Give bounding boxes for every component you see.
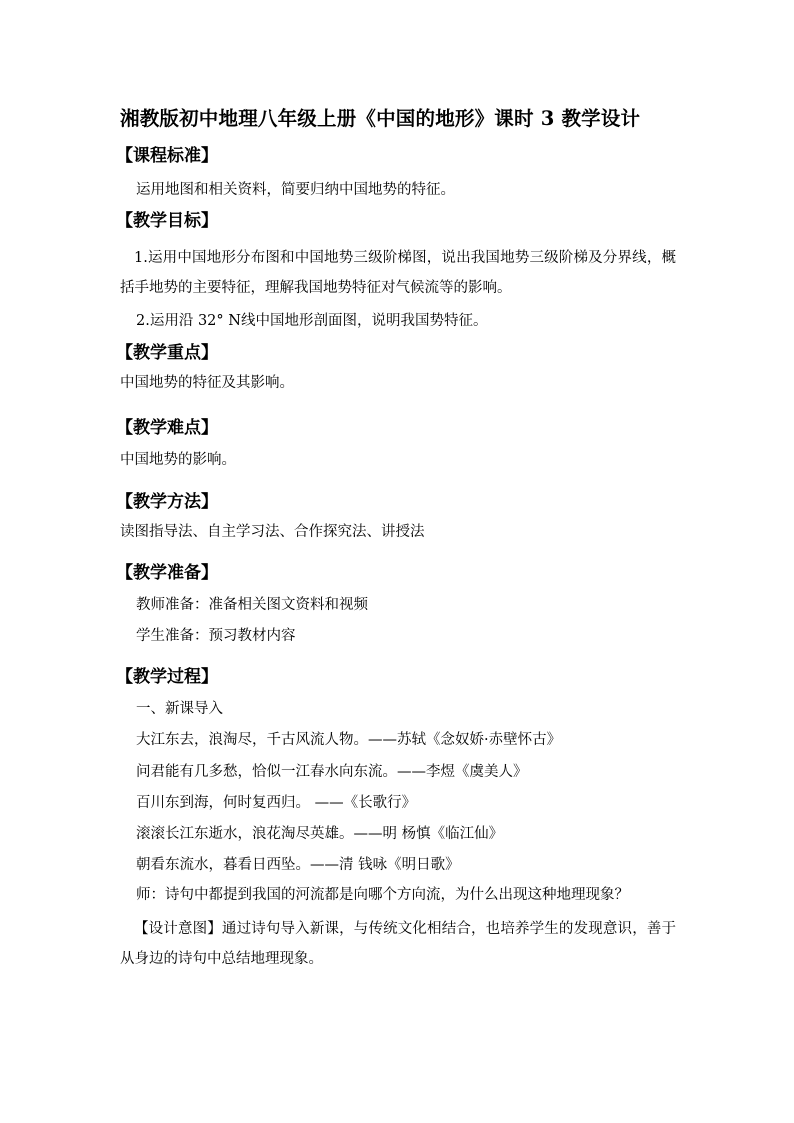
student-preparation: 学生准备：预习教材内容 [136, 628, 296, 644]
poem-line-3: 百川东到海，何时复西归。 ——《长歌行》 [136, 795, 417, 811]
heading-preparation: 【教学准备】 [116, 563, 218, 583]
course-standard-text: 运用地图和相关资料，简要归纳中国地势的特征。 [136, 182, 455, 198]
heading-course-standard: 【课程标准】 [116, 146, 218, 166]
document-title: 湘教版初中地理八年级上册《中国的地形》课时 3 教学设计 [120, 107, 641, 130]
poem-line-4: 滚滚长江东逝水，浪花淘尽英雄。——明 杨慎《临江仙》 [136, 826, 504, 842]
poem-line-5: 朝看东流水，暮看日西坠。——清 钱咏《明日歌》 [136, 857, 460, 873]
key-points-text: 中国地势的特征及其影响。 [120, 375, 294, 391]
design-intent: 【设计意图】通过诗句导入新课，与传统文化相结合，也培养学生的发现意识，善于从身边的诗句中总结地理现象。 [120, 921, 676, 967]
poem-line-2: 问君能有几多愁，恰似一江春水向东流。——李煜《虞美人》 [136, 764, 528, 780]
heading-difficulties: 【教学难点】 [116, 418, 218, 438]
heading-teaching-objectives: 【教学目标】 [116, 211, 218, 231]
objective-item-2: 2.运用沿 32° N线中国地形剖面图，说明我国势特征。 [136, 313, 488, 329]
difficulties-text: 中国地势的影响。 [120, 452, 236, 468]
teaching-methods-text: 读图指导法、自主学习法、合作探究法、讲授法 [120, 524, 425, 540]
heading-key-points: 【教学重点】 [116, 343, 218, 363]
poem-line-1: 大江东去，浪淘尽，千古风流人物。——苏轼《念奴娇·赤壁怀古》 [136, 732, 562, 748]
teacher-preparation: 教师准备：准备相关图文资料和视频 [136, 597, 368, 613]
objective-item-1: 1.运用中国地形分布图和中国地势三级阶梯图，说出我国地势三级阶梯及分界线，概括手地势的主要特征，理解我国地势特征对气候流等的影响。 [120, 250, 676, 296]
heading-teaching-methods: 【教学方法】 [116, 492, 218, 512]
teacher-question: 师：诗句中都提到我国的河流都是向哪个方向流，为什么出现这种地理现象？ [136, 887, 629, 903]
process-step-intro: 一、新课导入 [136, 701, 223, 717]
heading-teaching-process: 【教学过程】 [116, 667, 218, 687]
